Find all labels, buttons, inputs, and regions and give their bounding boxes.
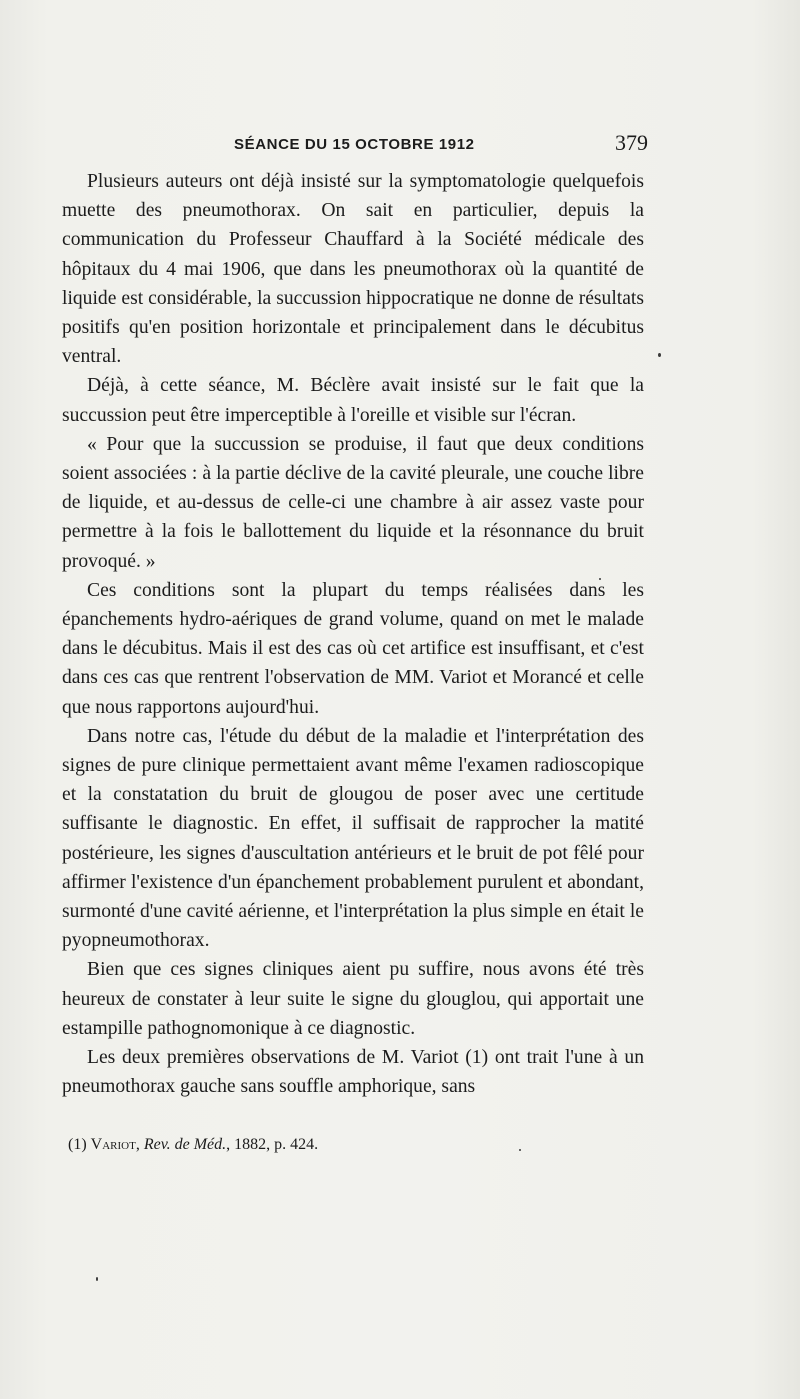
page-header: [62, 130, 648, 164]
paragraph-3: « Pour que la succussion se produise, il faut que deux conditions soient associées : à la partie déclive de la cavité pleurale, une couche libre de liquide, et au-dessus de celle-ci une chambre à air assez vaste pour permettre à la fois le ballottement du liquide et la résonnance du bruit provoqué. »: [62, 433, 644, 572]
footnote-journal: Rev. de Méd.: [143, 1136, 227, 1153]
body-text: [62, 167, 644, 1102]
running-head: SÉANCE DU 15 OCTOBRE 1912: [234, 136, 475, 153]
print-speck: [519, 1149, 521, 1151]
paragraph-7: Les deux premières observations de M. Variot (1) ont trait l'une à un pneumothorax gauche sans souffle amphorique, sans: [62, 1047, 644, 1098]
paragraph-4: Ces conditions sont la plupart du temps réalisées dans les épanchements hydro-aériques de grand volume, quand on met le malade dans le décubitus. Mais il est des cas où cet artifice est insuffisant, et c'est dans ces cas que rentrent l'observation de MM. Variot et Morancé et celle que nous rapportons aujourd'hui.: [62, 579, 644, 718]
print-speck: [658, 353, 661, 357]
footnote-details: , 1882, p. 424.: [226, 1136, 319, 1153]
paragraph-1: Plusieurs auteurs ont déjà insisté sur la symptomatologie quelquefois muette des pneumothorax. On sait en particulier, depuis la communication du Professeur Chauffard à la Société médicale des hôpitaux du 4 mai 1906, que dans les pneumothorax où la quantité de liquide est considérable, la succussion hippocratique ne donne de résultats positifs qu'en position horizontale et principalement dans le décubitus ventral.: [62, 171, 644, 368]
print-speck: [599, 578, 601, 580]
footnote-marker: (1): [68, 1136, 87, 1153]
paragraph-6: Bien que ces signes cliniques aient pu suffire, nous avons été très heureux de constater à leur suite le signe du glouglou, qui apportait une estampille pathognomonique à ce diagnostic.: [62, 959, 644, 1039]
paragraph-5: Dans notre cas, l'étude du début de la maladie et l'interprétation des signes de pure clinique permettaient avant même l'examen radioscopique et la constatation du bruit de glougou de poser avec une certitude suffisante le diagnostic. En effet, il suffisait de rapprocher la matité postérieure, les signes d'auscultation antérieurs et le bruit de pot fêlé pour affirmer l'existence d'un épanchement probablement purulent et abondant, surmonté d'une cavité aérienne, et l'interprétation la plus simple en était le pyopneumothorax.: [62, 725, 644, 952]
page-number: 379: [615, 130, 648, 155]
print-speck: [96, 1277, 98, 1281]
footnote: (1) Variot, Rev. de Méd., 1882, p. 424.: [68, 1136, 319, 1153]
paragraph-2: Déjà, à cette séance, M. Béclère avait insisté sur le fait que la succussion peut être imperceptible à l'oreille et visible sur l'écran.: [62, 375, 644, 426]
footnote-author: Variot: [90, 1136, 136, 1153]
